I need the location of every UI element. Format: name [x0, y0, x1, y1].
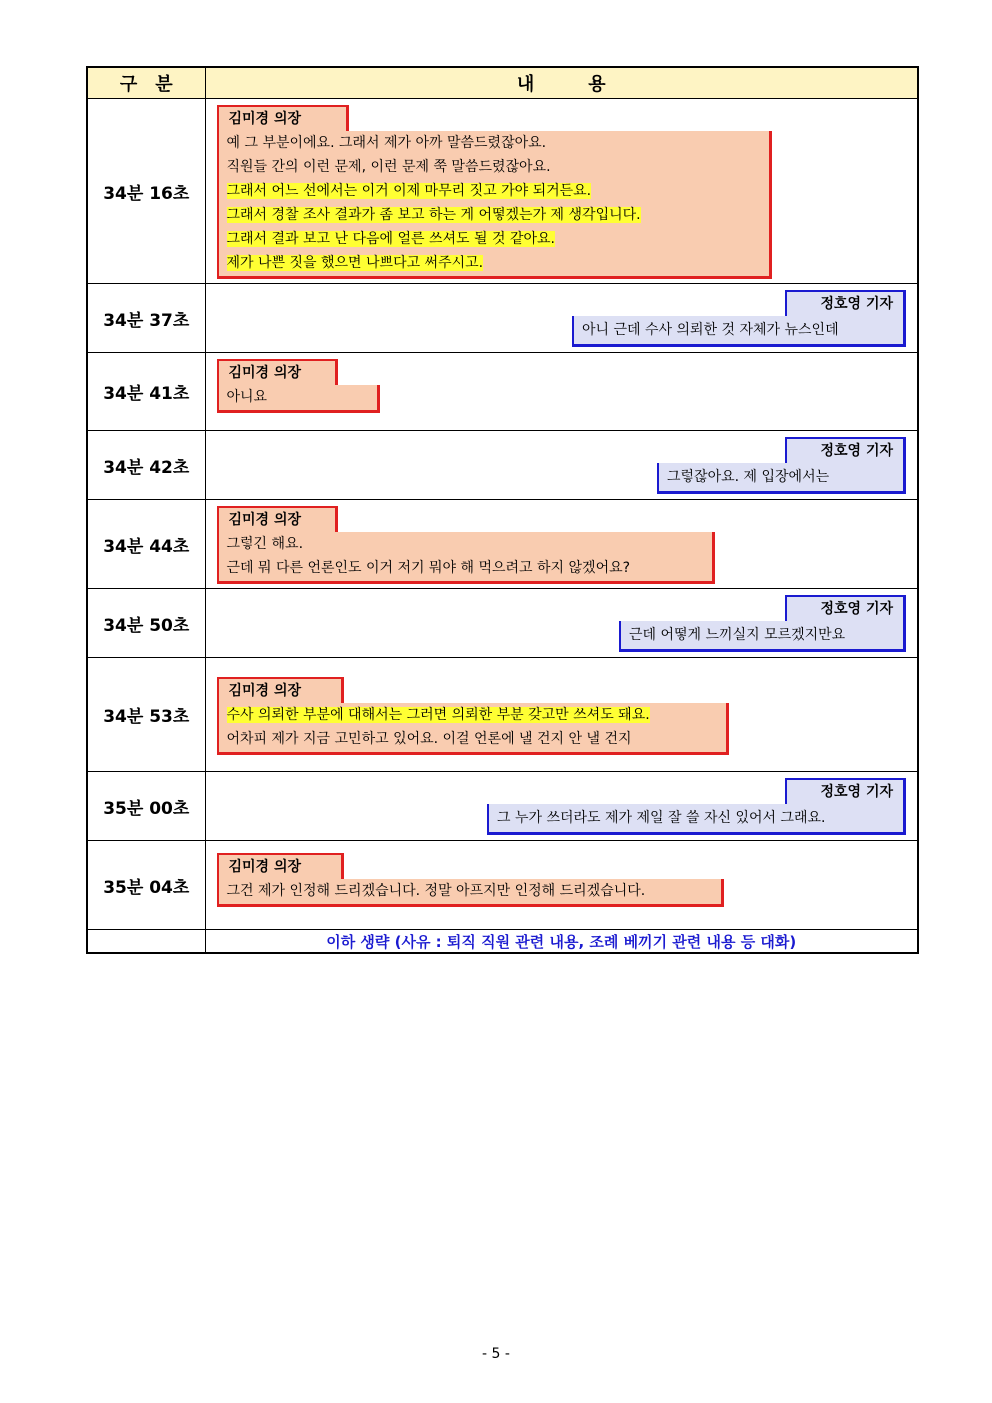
table-header-row — [87, 67, 918, 99]
speech-text: 그렇긴 해요. — [226, 536, 304, 552]
speaker-name-tag: 김미경 의장 — [217, 105, 349, 131]
speech-line — [227, 532, 712, 556]
speech-line — [629, 623, 893, 647]
page-number: - 5 - — [482, 1346, 510, 1362]
dialogue-cell — [205, 589, 918, 658]
speaker-name-tag: 김미경 의장 — [217, 677, 344, 703]
highlighted-text: 그래서 경찰 조사 결과가 좀 보고 하는 게 어떻겠는가 제 생각입니다. — [226, 207, 641, 223]
speech-line — [497, 806, 893, 830]
timestamp-cell: 34분 41초 — [87, 353, 205, 431]
table-row — [87, 99, 918, 284]
dialogue-cell — [205, 500, 918, 589]
speaker-b-block — [657, 437, 906, 494]
speaker-name-tag: 정호영 기자 — [785, 778, 906, 804]
speaker-b-block — [572, 290, 906, 347]
dialogue-cell — [205, 658, 918, 772]
speech-line — [227, 251, 769, 275]
speech-bubble — [217, 703, 729, 755]
speech-bubble — [217, 532, 715, 584]
header-category: 구 분 — [87, 67, 205, 99]
speaker-a-block — [217, 506, 715, 584]
speaker-a-block — [217, 853, 724, 907]
footer-empty-cell — [87, 930, 205, 954]
timestamp-cell: 35분 00초 — [87, 772, 205, 841]
dialogue-cell — [205, 353, 918, 431]
table-row — [87, 284, 918, 353]
speech-line — [227, 879, 721, 903]
speaker-name-tag: 정호영 기자 — [785, 290, 906, 316]
speech-text: 아니요 — [226, 389, 268, 405]
speech-bubble — [487, 804, 906, 835]
speaker-name-tag: 정호영 기자 — [785, 437, 906, 463]
speech-text: 예 그 부분이에요. 그래서 제가 아까 말씀드렸잖아요. — [226, 135, 547, 151]
dialogue-cell — [205, 99, 918, 284]
table-row — [87, 353, 918, 431]
highlighted-text: 그래서 어느 선에서는 이거 이제 마무리 짓고 가야 되거든요. — [226, 183, 592, 199]
speech-bubble — [217, 879, 724, 907]
speaker-a-block — [217, 359, 380, 413]
speech-line — [227, 227, 769, 251]
timestamp-cell: 35분 04초 — [87, 841, 205, 930]
speech-text: 어차피 제가 지금 고민하고 있어요. 이걸 언론에 낼 건지 안 낼 건지 — [226, 731, 632, 747]
table-row — [87, 841, 918, 930]
speech-line — [227, 203, 769, 227]
speaker-a-block — [217, 677, 729, 755]
highlighted-text: 그래서 결과 보고 난 다음에 얼른 쓰셔도 될 것 같아요. — [226, 231, 556, 247]
dialogue-cell — [205, 772, 918, 841]
timestamp-cell: 34분 44초 — [87, 500, 205, 589]
omission-note: 이하 생략 (사유 : 퇴직 직원 관련 내용, 조례 베끼기 관련 내용 등 대화) — [205, 930, 918, 954]
speech-line — [582, 318, 893, 342]
table-row — [87, 500, 918, 589]
table-row — [87, 658, 918, 772]
speech-line — [227, 556, 712, 580]
timestamp-cell: 34분 42초 — [87, 431, 205, 500]
dialogue-cell — [205, 431, 918, 500]
speaker-name-tag: 김미경 의장 — [217, 853, 344, 879]
speech-bubble — [619, 621, 906, 652]
footer-row — [87, 930, 918, 954]
speaker-name-tag: 김미경 의장 — [217, 359, 338, 385]
transcript-table — [86, 66, 919, 954]
highlighted-text: 제가 나쁜 짓을 했으면 나쁘다고 써주시고. — [226, 255, 484, 271]
speech-text: 그렇잖아요. 제 입장에서는 — [667, 469, 830, 485]
speech-text: 아니 근데 수사 의뢰한 것 자체가 뉴스인데 — [582, 322, 839, 338]
speech-line — [227, 385, 377, 409]
speech-text: 그건 제가 인정해 드리겠습니다. 정말 아프지만 인정해 드리겠습니다. — [226, 883, 646, 899]
dialogue-cell — [205, 841, 918, 930]
timestamp-cell: 34분 53초 — [87, 658, 205, 772]
speech-bubble — [572, 316, 906, 347]
highlighted-text: 수사 의뢰한 부분에 대해서는 그러면 의뢰한 부분 갖고만 쓰셔도 돼요. — [226, 707, 650, 723]
speech-text: 근데 뭐 다른 언론인도 이거 저기 뭐야 해 먹으려고 하지 않겠어요? — [226, 560, 631, 576]
header-content: 내 용 — [205, 67, 918, 99]
speech-bubble — [217, 131, 772, 279]
speaker-name-tag: 김미경 의장 — [217, 506, 338, 532]
timestamp-cell: 34분 16초 — [87, 99, 205, 284]
speaker-a-block — [217, 105, 772, 279]
speech-line — [667, 465, 893, 489]
timestamp-cell: 34분 37초 — [87, 284, 205, 353]
speech-line — [227, 703, 726, 727]
speaker-name-tag: 정호영 기자 — [785, 595, 906, 621]
speech-line — [227, 179, 769, 203]
speech-text: 그 누가 쓰더라도 제가 제일 잘 쓸 자신 있어서 그래요. — [497, 810, 826, 826]
dialogue-cell — [205, 284, 918, 353]
table-row — [87, 772, 918, 841]
timestamp-cell: 34분 50초 — [87, 589, 205, 658]
table-row — [87, 431, 918, 500]
speaker-b-block — [487, 778, 906, 835]
speech-line — [227, 727, 726, 751]
table-row — [87, 589, 918, 658]
speech-text: 직원들 간의 이런 문제, 이런 문제 쭉 말씀드렸잖아요. — [226, 159, 551, 175]
speech-line — [227, 155, 769, 179]
speech-text: 근데 어떻게 느끼실지 모르겠지만요 — [629, 627, 846, 643]
speech-bubble — [657, 463, 906, 494]
speech-line — [227, 131, 769, 155]
speech-bubble — [217, 385, 380, 413]
speaker-b-block — [619, 595, 906, 652]
